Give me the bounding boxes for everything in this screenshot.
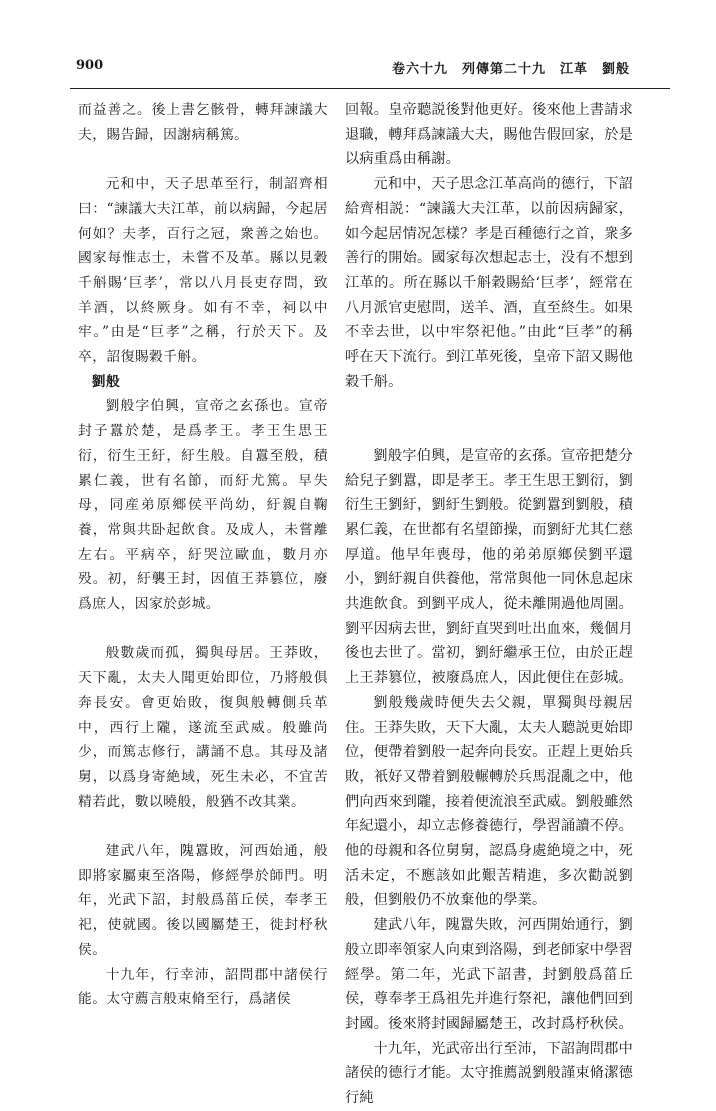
translation-paragraph: 劉般幾歲時便失去父親，單獨與母親居住。王莽失敗，天下大亂，太夫人聽説更始即位，便帶着劉般一起奔向長安。正趕上更始兵敗，衹好又帶着劉般輾轉於兵馬混亂之中，他們向西來到隴，接着便流浪至武威。劉般雖然年紀還小，却立志修養德行，學習誦讀不停。他的母親和各位舅舅，認爲身處絶境之中，死活未定，不應該如此艱苦精進，多次勸説劉般，但劉般仍不放棄他的學業。: [345, 694, 633, 909]
translation-paragraph: 十九年，光武帝出行至沛，下詔詢問郡中諸侯的德行才能。太守推薦説劉般謹束脩潔德行純: [345, 1040, 633, 1107]
classical-paragraph: 建武八年，隗囂敗，河西始通，般即將家屬東至洛陽，修經學於師門。明年，光武下詔，封般爲菑丘侯，奉孝王祀，使就國。後以國屬楚王，徙封杼秋侯。: [78, 843, 328, 958]
section-title: 劉般: [91, 373, 121, 390]
translation-paragraph: 元和中，天子思念江革高尚的德行，下詔給齊相説：“諫議大夫江革，以前因病歸家，如今起居情况怎樣？孝是百種德行之首，衆多善行的開始。國家每次想起志士，没有不想到江革的。所在縣以千斛穀賜給‘巨孝’，經常在八月派官吏慰問，送羊、酒，直至終生。如果不幸去世，以中牢祭祀他。”由此“巨孝”的稱呼在天下流行。到江革死後，皇帝下詔又賜他穀千斛。: [345, 176, 633, 390]
paragraph-gap: [345, 394, 633, 443]
classical-paragraph: 般數歲而孤，獨與母居。王莽敗，天下亂，太夫人聞更始即位，乃將般俱奔長安。會更始敗，復與般轉側兵革中，西行上隴，遂流至武威。般雖尚少，而篤志修行，講誦不息。其母及諸舅，以爲身寄絶域，死生未必，不宜苦精若此，數以曉般，般猶不改其業。: [78, 645, 328, 810]
paragraph-gap: [78, 814, 328, 839]
translation-text-column: [345, 98, 633, 1107]
paragraph-gap: [78, 147, 328, 172]
translation-paragraph: 劉般字伯興，是宣帝的玄孫。宣帝把楚分給兒子劉囂，即是孝王。孝王生思王劉衍，劉衍生王劉紆，劉紆生劉般。從劉囂到劉般，積累仁義，在世都有名望節操，而劉紆尤其仁慈厚道。他早年喪母，他的弟弟原鄉侯劉平還小，劉紆親自供養他，常常與他一同休息起床共進飲食。到劉平成人，從未離開過他周圍。劉平因病去世，劉紆直哭到吐出血來，幾個月後也去世了。當初，劉紆繼承王位，由於正趕上王莽篡位，被廢爲庶人，因此便住在彭城。: [345, 447, 633, 687]
header-rule: [70, 88, 670, 89]
classical-paragraph: 劉般字伯興，宣帝之玄孫也。宣帝封子囂於楚，是爲孝王。孝王生思王衍，衍生王紆，紆生般。自囂至般，積累仁義，世有名節，而紆尤篤。早失母，同産弟原鄉侯平尚幼，紆親自鞠養，常與共卧起飲食。及成人，未嘗離左右。平病卒，紆哭泣歐血，數月亦殁。初，紆襲王封，因值王莽篡位，廢爲庶人，因家於彭城。: [78, 398, 328, 613]
page-header: [70, 58, 670, 80]
paragraph-gap: [78, 617, 328, 642]
classical-text-column: [78, 98, 328, 1008]
running-head: 卷六十九 列傳第二十九 江革 劉般: [391, 62, 630, 77]
classical-paragraph: 十九年，行幸沛，詔問郡中諸侯行能。太守薦言般束脩至行，爲諸侯: [78, 966, 328, 1008]
classical-paragraph: 元和中，天子思革至行，制詔齊相曰：“諫議大夫江革，前以病歸，今起居何如？夫孝，百行之冠，衆善之始也。國家每惟志士，未嘗不及革。縣以見穀千斛賜‘巨孝’，常以八月長吏存問，致羊酒，以終厥身。如有不幸，祠以中牢。”由是“巨孝”之稱，行於天下。及卒，詔復賜穀千斛。: [78, 176, 328, 366]
classical-paragraph: 而益善之。後上書乞骸骨，轉拜諫議大夫，賜告歸，因謝病稱篤。: [78, 102, 328, 143]
translation-paragraph: 建武八年，隗囂失敗，河西開始通行，劉般立即率領家人向東到洛陽，到老師家中學習經學。第二年，光武下詔書，封劉般爲菑丘侯，尊奉孝王爲祖先并進行祭祀，讓他們回到封國。後來將封國歸屬楚王，改封爲杼秋侯。: [345, 917, 633, 1032]
page-number: 900: [76, 58, 104, 73]
translation-paragraph: 回報。皇帝聽説後對他更好。後來他上書請求退職，轉拜爲諫議大夫，賜他告假回家，於是以病重爲由稱謝。: [345, 102, 633, 168]
